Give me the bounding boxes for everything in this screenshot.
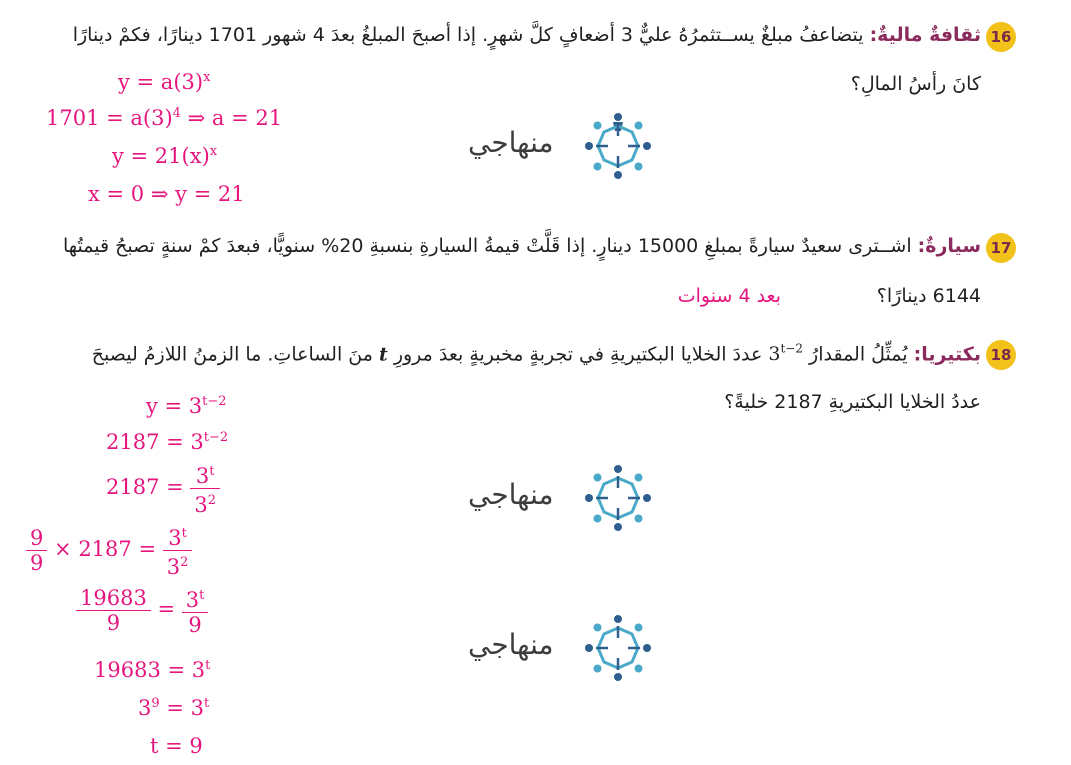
watermark-logo [468, 104, 668, 184]
watermark-logo [468, 456, 668, 536]
question-number-badge [986, 340, 1016, 370]
question-title: بكتيريا: [913, 343, 981, 366]
solution-step: $\frac{9}{9}$ × 2187 = $\frac{3^t}{3^2}$ [26, 522, 192, 579]
question-text: كانَ رأسُ المالِ؟ [850, 73, 981, 95]
solution-step: $y = 3^{t-2}$ [146, 394, 227, 418]
question-title: ثقافةٌ ماليةٌ: [869, 24, 981, 46]
question-number: 17 [990, 239, 1012, 257]
watermark-text: منهاجي [468, 628, 554, 661]
answer-text: بعد 4 سنوات [677, 285, 781, 307]
question-number-badge [986, 233, 1016, 263]
solution-step: t = 9 [150, 734, 203, 758]
question-16-line-2 [851, 73, 981, 95]
question-16-line-1 [73, 24, 981, 46]
question-18-line-1: بكتيريا: يُمثِّلُ المقدارُ $3^{t-2}$ عددَ الخلايا البكتيريةِ في تجربةٍ مخبريةٍ بعدَ مرورِ t منَ الساعاتِ. ما الزمنُ اللازمُ ليصبحَ [91, 342, 981, 366]
solution-step: $19683 = 3^t$ [94, 658, 211, 682]
watermark-text: منهاجي [468, 478, 554, 511]
watermark-logo [468, 606, 668, 686]
question-number-badge [986, 22, 1016, 52]
watermark-text: منهاجي [468, 126, 554, 159]
question-text: يتضاعفُ مبلغٌ يســتثمرُهُ عليٌّ 3 أضعافٍ كلَّ شهرٍ. إذا أصبحَ المبلغُ بعدَ 4 شهور 1701 دينارًا، فكمْ دينارًا [72, 24, 864, 46]
solution-step: $1701 = a(3)^4$ ⇒ a = 21 [46, 106, 283, 130]
solution-step: $\frac{19683}{9}$ = $\frac{3^t}{9}$ [76, 584, 208, 637]
flower-people-logo-icon [580, 460, 656, 536]
solution-step: $y = a(3)^x$ [118, 70, 211, 94]
question-text: 6144 دينارًا؟ [876, 285, 981, 307]
solution-step: x = 0 ⇒ y = 21 [88, 182, 245, 206]
flower-people-logo-icon [580, 610, 656, 686]
flower-people-logo-icon [580, 108, 656, 184]
question-title: سيارةٌ: [917, 235, 981, 257]
question-number: 18 [990, 346, 1012, 364]
question-17-line-1 [63, 235, 981, 257]
solution-step: 2187 = $\frac{3^t}{3^2}$ [106, 460, 220, 517]
solution-step: $y = 21(x)^x$ [112, 144, 218, 168]
solution-step: $3^9 = 3^t$ [138, 696, 210, 720]
question-17-line-2 [877, 285, 981, 307]
question-number: 16 [990, 28, 1012, 46]
solution-step: $2187 = 3^{t-2}$ [106, 430, 229, 454]
question-text: اشــترى سعيدٌ سيارةً بمبلغِ 15000 دينارٍ. إذا قَلَّتْ قيمةُ السيارةِ بنسبةِ 20% سنويًّا، فبعدَ كمْ سنةٍ تصبحُ قيمتُها [62, 235, 912, 257]
question-text: عددُ الخلايا البكتيريةِ 2187 خليةً؟ [724, 391, 981, 413]
question-18-line-2 [724, 391, 981, 413]
